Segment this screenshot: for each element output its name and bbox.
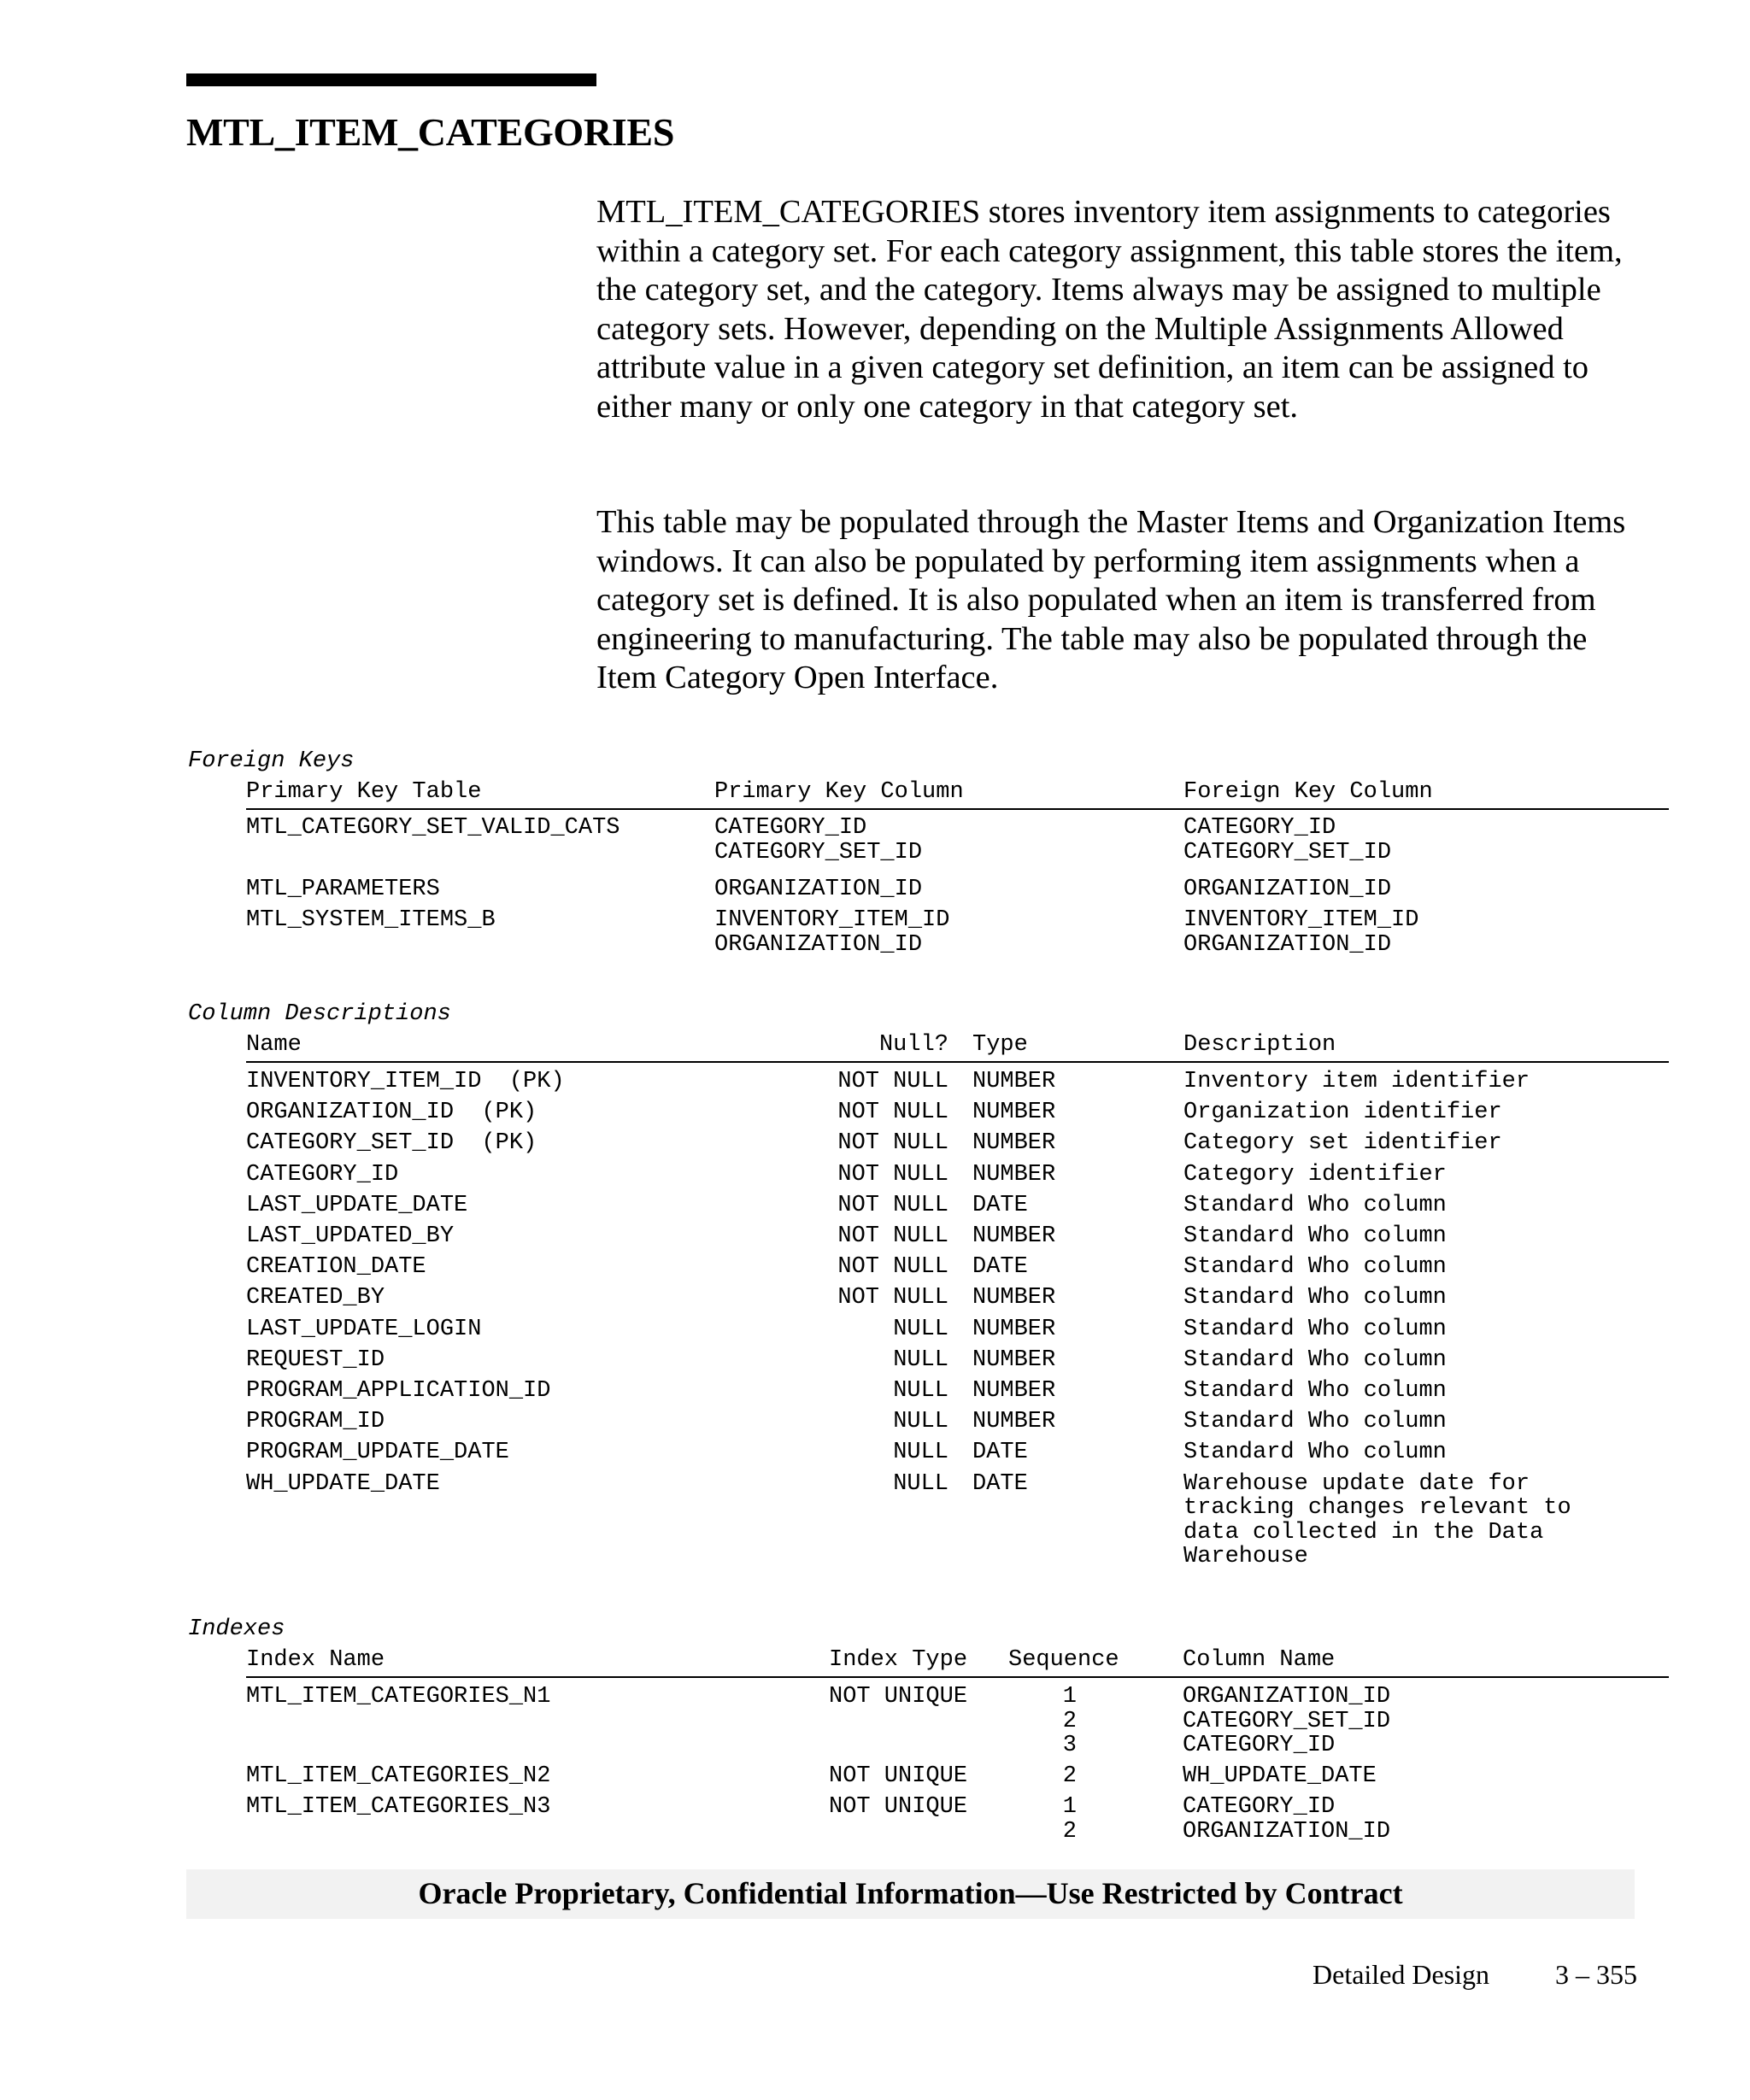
column-row-null: NULL [893,1346,948,1373]
column-row-type: NUMBER [972,1409,1056,1435]
column-row-null: NOT NULL [837,1223,948,1249]
idx-header-name: Index Name [246,1647,385,1673]
index-row-type: NOT UNIQUE [829,1794,968,1820]
column-row-null: NOT NULL [837,1069,948,1094]
column-row-type: NUMBER [972,1316,1056,1342]
fk-header-pk-column: Primary Key Column [714,779,964,805]
column-row-description: Standard Who column [1183,1409,1447,1435]
column-row-name: LAST_UPDATED_BY [246,1223,455,1249]
column-row-name: CATEGORY_SET_ID (PK) [246,1130,537,1157]
page-number: 3 – 355 [1555,1959,1637,1990]
index-row-column: WH_UPDATE_DATE [1183,1763,1377,1789]
fk-row-fk-column: CATEGORY_ID CATEGORY_SET_ID [1183,815,1392,865]
description-paragraph-1: MTL_ITEM_CATEGORIES stores inventory item assignments to categories within a category set. For each category assignment, this table stores the item, the category set, and the category. Items always may be assigned to multiple category sets. However, depending on the Multiple Assignments Allowed attribute value in a given category set definition, an item can be assigned to either many or only one category in that category set. [596,194,1623,425]
column-row-name: REQUEST_ID [246,1346,385,1373]
column-row-description: Standard Who column [1183,1254,1447,1281]
index-row-column: ORGANIZATION_ID CATEGORY_SET_ID CATEGORY_ID [1183,1684,1391,1758]
column-row-description: Standard Who column [1183,1378,1447,1404]
index-row-name: MTL_ITEM_CATEGORIES_N1 [246,1684,551,1710]
fk-row-fk-column: INVENTORY_ITEM_ID ORGANIZATION_ID [1183,907,1419,958]
fk-header-fk-column: Foreign Key Column [1183,779,1433,805]
idx-header-column: Column Name [1183,1647,1336,1673]
index-row-name: MTL_ITEM_CATEGORIES_N2 [246,1763,551,1789]
column-row-description: Standard Who column [1183,1223,1447,1249]
column-row-description: Category set identifier [1183,1130,1502,1157]
col-header-name: Name [246,1032,302,1058]
column-row-null: NOT NULL [837,1285,948,1311]
fk-row-table: MTL_CATEGORY_SET_VALID_CATS [246,815,620,841]
column-row-name: PROGRAM_UPDATE_DATE [246,1440,509,1466]
column-row-type: NUMBER [972,1378,1056,1404]
column-row-type: NUMBER [972,1346,1056,1373]
col-header-null: Null? [878,1032,948,1058]
fk-header-rule [246,808,1669,810]
index-row-sequence: 1 2 [1062,1794,1077,1845]
confidential-notice: Oracle Proprietary, Confidential Information––Use Restricted by Contract [418,1876,1403,1910]
col-header-rule [246,1061,1669,1063]
column-row-description: Standard Who column [1183,1316,1447,1342]
column-row-null: NOT NULL [837,1192,948,1218]
column-row-name: CATEGORY_ID [246,1161,399,1188]
column-row-type: DATE [972,1192,1028,1218]
fk-row-pk-column: ORGANIZATION_ID [714,877,923,902]
fk-header-table: Primary Key Table [246,779,482,805]
column-row-type: DATE [972,1440,1028,1466]
fk-row-pk-column: INVENTORY_ITEM_ID ORGANIZATION_ID [714,907,950,958]
index-row-sequence: 1 2 3 [1062,1684,1077,1758]
column-row-description: Standard Who column [1183,1346,1447,1373]
column-row-type: DATE [972,1254,1028,1281]
column-row-null: NULL [893,1378,948,1404]
index-row-sequence: 2 [1062,1763,1077,1789]
fk-row-table: MTL_PARAMETERS [246,877,440,902]
fk-row-pk-column: CATEGORY_ID CATEGORY_SET_ID [714,815,923,865]
column-row-description: Standard Who column [1183,1285,1447,1311]
column-row-description: Category identifier [1183,1161,1447,1188]
index-row-type: NOT UNIQUE [829,1763,968,1789]
column-row-type: DATE [972,1470,1028,1497]
column-row-null: NULL [893,1470,948,1497]
column-row-type: NUMBER [972,1069,1056,1094]
title-rule [186,73,596,86]
column-row-type: NUMBER [972,1130,1056,1157]
col-header-description: Description [1183,1032,1336,1058]
col-header-type: Type [972,1032,1028,1058]
column-row-name: CREATION_DATE [246,1254,426,1281]
column-row-description: Organization identifier [1183,1100,1502,1126]
column-descriptions-label: Column Descriptions [188,1001,451,1027]
page-section-label: Detailed Design [1312,1959,1490,1990]
column-row-null: NULL [893,1316,948,1342]
fk-row-fk-column: ORGANIZATION_ID [1183,877,1392,902]
column-row-null: NULL [893,1409,948,1435]
idx-header-sequence: Sequence [1008,1647,1119,1673]
description-paragraph-2: This table may be populated through the Master Items and Organization Items windows. It can also be populated by performing item assignments when a category set is defined. It is also populated when an item is transferred from engineering to manufacturing. The table may also be populated through the Item Category Open Interface. [596,504,1626,695]
column-row-null: NULL [893,1440,948,1466]
index-row-name: MTL_ITEM_CATEGORIES_N3 [246,1794,551,1820]
column-row-name: ORGANIZATION_ID (PK) [246,1100,537,1126]
column-row-name: CREATED_BY [246,1285,385,1311]
column-row-name: INVENTORY_ITEM_ID (PK) [246,1069,565,1094]
column-row-description: Inventory item identifier [1183,1069,1530,1094]
column-row-null: NOT NULL [837,1161,948,1188]
column-row-name: PROGRAM_ID [246,1409,385,1435]
column-row-null: NOT NULL [837,1130,948,1157]
column-row-description: Standard Who column [1183,1440,1447,1466]
column-row-name: PROGRAM_APPLICATION_ID [246,1378,551,1404]
column-row-type: NUMBER [972,1100,1056,1126]
column-row-type: NUMBER [972,1161,1056,1188]
indexes-label: Indexes [188,1616,285,1642]
index-row-type: NOT UNIQUE [829,1684,968,1710]
column-row-name: LAST_UPDATE_LOGIN [246,1316,482,1342]
column-row-type: NUMBER [972,1223,1056,1249]
idx-header-type: Index Type [829,1647,968,1673]
column-row-description: Standard Who column [1183,1192,1447,1218]
column-row-null: NOT NULL [837,1100,948,1126]
column-row-null: NOT NULL [837,1254,948,1281]
column-row-type: NUMBER [972,1285,1056,1311]
page-title: MTL_ITEM_CATEGORIES [186,110,675,154]
idx-header-rule [246,1676,1669,1678]
column-row-description: Warehouse update date for tracking changes relevant to data collected in the Data Warehouse [1183,1470,1571,1570]
foreign-keys-label: Foreign Keys [188,748,355,774]
column-row-name: LAST_UPDATE_DATE [246,1192,468,1218]
index-row-column: CATEGORY_ID ORGANIZATION_ID [1183,1794,1391,1845]
column-row-name: WH_UPDATE_DATE [246,1470,440,1497]
fk-row-table: MTL_SYSTEM_ITEMS_B [246,907,496,933]
